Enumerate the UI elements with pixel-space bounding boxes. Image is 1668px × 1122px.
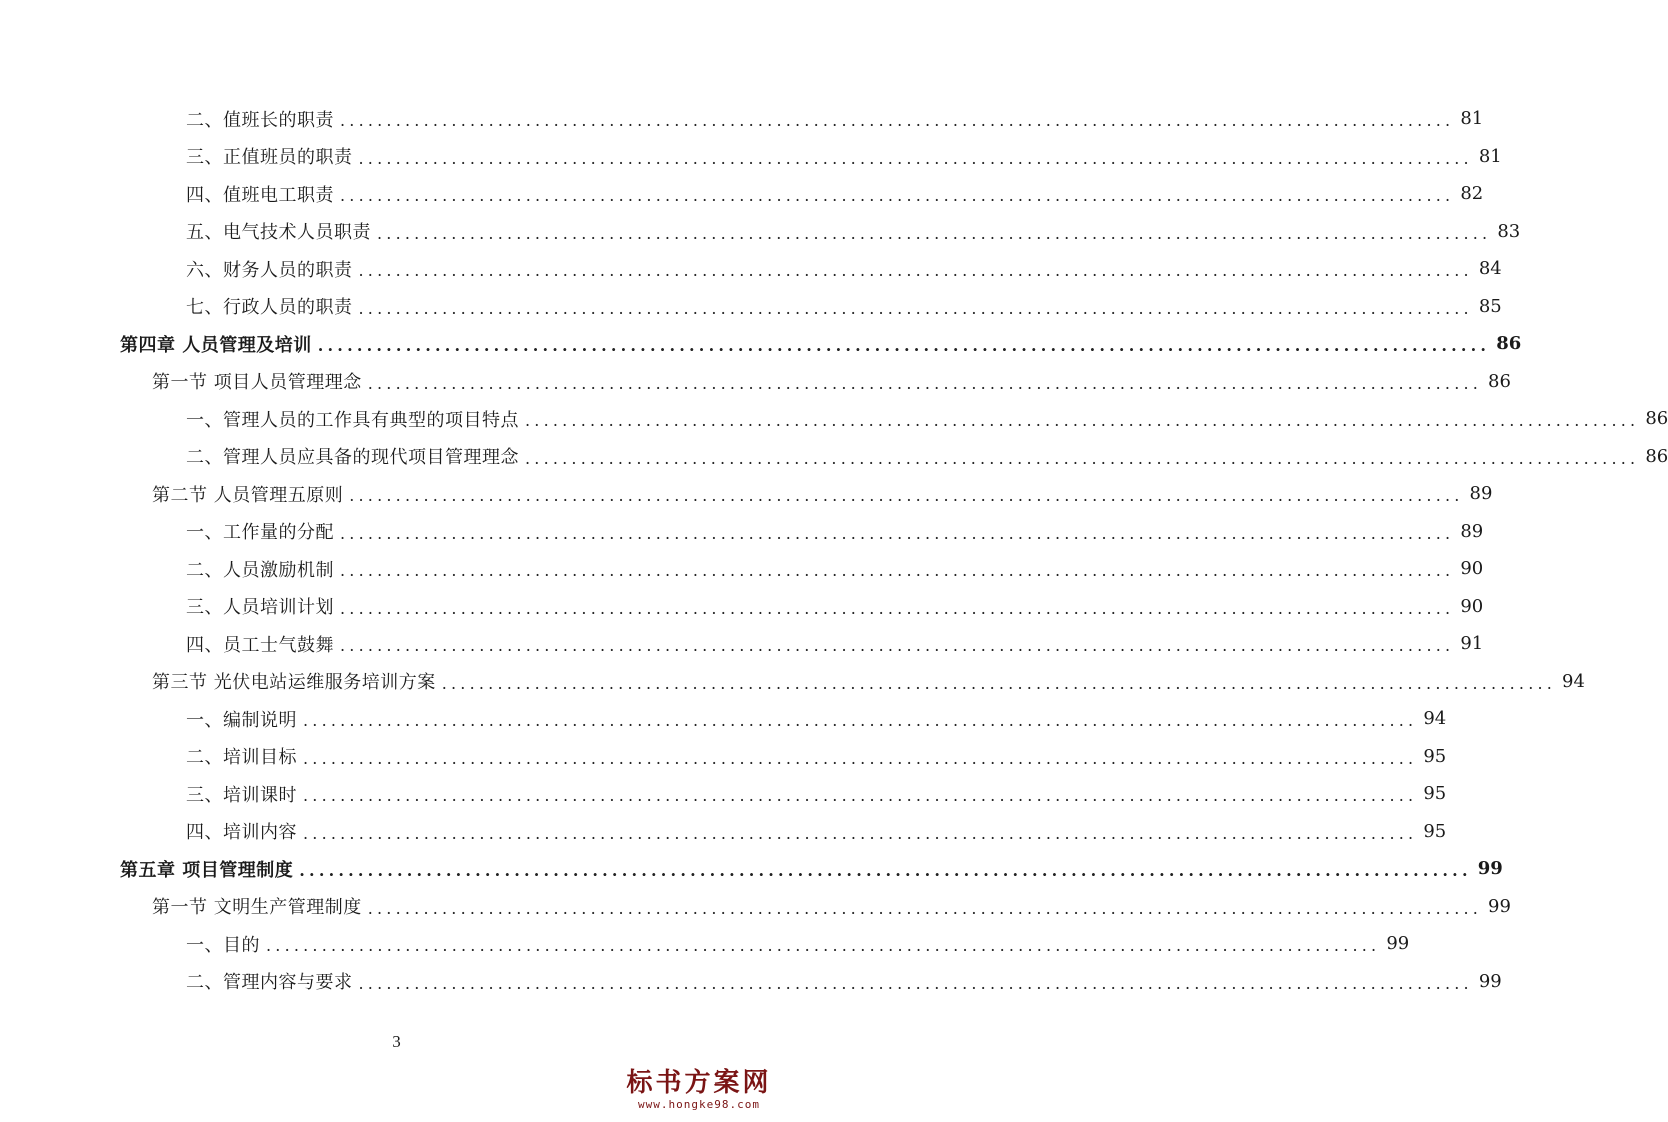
toc-entry-title: 第五章 项目管理制度	[120, 859, 294, 881]
toc-entry-line	[186, 138, 1502, 175]
toc-entry-title: 二、培训目标	[186, 747, 297, 768]
toc-entry-title: 四、培训内容	[186, 822, 297, 843]
toc-entry	[0, 325, 1522, 362]
toc-entry-title: 一、工作量的分配	[186, 522, 334, 543]
toc-entry	[0, 738, 1447, 775]
toc-dot-leader: ........................................................................................................................	[358, 261, 1473, 280]
toc-entry	[0, 775, 1447, 812]
toc-entry-page: 89	[1460, 520, 1484, 542]
toc-entry-line	[186, 700, 1447, 737]
toc-dot-leader: ........................................................................................................................	[358, 148, 1473, 168]
toc-entry-page: 89	[1469, 483, 1493, 504]
toc-dot-leader: ........................................................................................................................	[303, 786, 1418, 805]
toc-entry-page: 95	[1423, 745, 1447, 767]
toc-dot-leader: ........................................................................................................................	[441, 673, 1557, 693]
toc-entry-page: 82	[1460, 183, 1484, 204]
toc-dot-leader: ........................................................................................................................	[525, 411, 1640, 430]
toc-entry-title: 三、培训课时	[186, 784, 297, 806]
toc-entry-line	[152, 888, 1511, 925]
toc-dot-leader: ........................................................................................................................	[266, 936, 1381, 955]
toc-entry-line	[152, 663, 1585, 700]
toc-entry-title: 第二节 人员管理五原则	[152, 484, 344, 506]
toc-entry-page: 83	[1497, 220, 1521, 242]
toc-entry-line	[186, 513, 1484, 550]
toc-dot-leader: ........................................................................................................................	[358, 298, 1473, 318]
toc-entry	[0, 513, 1484, 550]
toc-entry-page: 90	[1460, 558, 1484, 579]
toc-entry	[0, 400, 1668, 437]
toc-entry-page: 99	[1477, 858, 1503, 879]
toc-dot-leader: ........................................................................................................................	[303, 711, 1418, 730]
toc-dot-leader: ........................................................................................................................	[367, 373, 1483, 393]
toc-entry-line	[186, 438, 1668, 475]
toc-entry-line	[186, 250, 1502, 287]
toc-entry-line	[186, 625, 1484, 662]
toc-entry	[0, 700, 1447, 737]
toc-entry-line	[186, 288, 1502, 325]
toc-entry-page: 95	[1423, 820, 1447, 842]
toc-entry-page: 99	[1386, 933, 1410, 954]
toc-entry-line	[186, 925, 1410, 962]
toc-entry-line	[186, 588, 1484, 625]
toc-entry-line	[186, 175, 1484, 212]
toc-entry-line	[186, 775, 1447, 812]
toc-dot-leader: ........................................................................................................................	[303, 748, 1418, 768]
toc-entry	[0, 363, 1511, 400]
toc-dot-leader: ........................................................................................................................	[340, 636, 1455, 655]
toc-entry-title: 二、值班长的职责	[186, 109, 334, 131]
toc-entry-page: 86	[1488, 370, 1511, 392]
toc-entry-title: 一、管理人员的工作具有典型的项目特点	[186, 409, 519, 431]
toc-entry-page: 99	[1488, 895, 1511, 917]
toc-entry-page: 86	[1645, 445, 1668, 467]
toc-entry-title: 七、行政人员的职责	[186, 297, 353, 318]
toc-entry-title: 二、人员激励机制	[186, 559, 334, 581]
toc-entry-line	[186, 550, 1484, 587]
toc-entry-line	[120, 850, 1503, 887]
toc-entry	[0, 475, 1493, 512]
toc-entry	[0, 588, 1484, 625]
toc-entry-title: 一、目的	[186, 934, 260, 956]
watermark-url: www.hongke98.com	[638, 1098, 760, 1111]
toc-entry-title: 六、财务人员的职责	[186, 259, 353, 281]
toc-entry	[0, 438, 1668, 475]
toc-dot-leader: ........................................................................................................................	[340, 111, 1455, 130]
toc-entry-title: 五、电气技术人员职责	[186, 222, 371, 243]
toc-entry-title: 三、正值班员的职责	[186, 147, 353, 168]
toc-entry-title: 第四章 人员管理及培训	[120, 334, 312, 356]
toc-entry	[0, 288, 1502, 325]
toc-entry-page: 94	[1562, 670, 1585, 692]
toc-entry-page: 85	[1478, 295, 1502, 317]
toc-entry-title: 二、管理人员应具备的现代项目管理理念	[186, 447, 519, 468]
toc-entry-page: 81	[1478, 145, 1502, 167]
toc-entry-line	[152, 475, 1493, 512]
toc-dot-leader: ........................................................................................................................	[317, 336, 1491, 355]
toc-entry-page: 95	[1423, 783, 1447, 804]
toc-entry-line	[186, 813, 1447, 850]
toc-entry-line	[186, 100, 1484, 137]
toc-entry	[0, 925, 1410, 962]
toc-entry-line	[152, 363, 1511, 400]
toc-entry	[0, 100, 1484, 137]
watermark-logo	[619, 1068, 779, 1112]
toc-entry-line	[186, 400, 1668, 437]
toc-entry-page: 99	[1478, 970, 1502, 992]
toc-entry-page: 90	[1460, 595, 1484, 617]
toc-entry	[0, 850, 1503, 887]
toc-entry-page: 86	[1496, 333, 1522, 354]
toc-entry	[0, 550, 1484, 587]
toc-entry-line	[120, 325, 1522, 362]
toc-entry-page: 86	[1645, 408, 1668, 429]
toc-entry-title: 第一节 文明生产管理制度	[152, 897, 362, 918]
toc-entry-page: 81	[1460, 108, 1484, 129]
page-number: 3	[392, 1032, 401, 1051]
toc-dot-leader: ........................................................................................................................	[349, 486, 1464, 505]
toc-entry	[0, 250, 1502, 287]
toc-dot-leader: ........................................................................................................................	[367, 898, 1483, 918]
toc-entry	[0, 213, 1521, 250]
toc-dot-leader: ........................................................................................................................	[340, 186, 1455, 205]
toc-entry	[0, 138, 1502, 175]
toc-entry-title: 三、人员培训计划	[186, 597, 334, 618]
toc-entry	[0, 888, 1511, 925]
toc-dot-leader: ........................................................................................................................	[303, 823, 1418, 843]
toc-entry-title: 第一节 项目人员管理理念	[152, 372, 362, 393]
toc-dot-leader: ........................................................................................................................	[340, 561, 1455, 580]
toc-dot-leader: ........................................................................................................................	[525, 448, 1640, 468]
toc-entry-line	[186, 963, 1502, 1000]
toc-entry-line	[186, 738, 1447, 775]
toc-entry	[0, 625, 1484, 662]
toc-dot-leader: ........................................................................................................................	[340, 598, 1455, 618]
toc-dot-leader: ........................................................................................................................	[358, 973, 1473, 993]
toc-entry-title: 二、管理内容与要求	[186, 972, 353, 993]
toc-entry-title: 四、值班电工职责	[186, 184, 334, 206]
toc-entry-title: 四、员工士气鼓舞	[186, 634, 334, 656]
toc-dot-leader: ........................................................................................................................	[299, 861, 1472, 880]
toc-entry-page: 94	[1423, 708, 1447, 729]
watermark-name: 标书方案网	[626, 1068, 772, 1098]
toc-entry-line	[186, 213, 1521, 250]
toc-entry-title: 第三节 光伏电站运维服务培训方案	[152, 672, 436, 693]
toc-entry-page: 84	[1478, 258, 1502, 279]
toc-entry-page: 91	[1460, 633, 1484, 654]
toc-dot-leader: ........................................................................................................................	[377, 223, 1492, 243]
toc-entry	[0, 663, 1585, 700]
toc-entry	[0, 963, 1502, 1000]
toc-dot-leader: ........................................................................................................................	[340, 523, 1455, 543]
toc-entry-title: 一、编制说明	[186, 709, 297, 731]
toc-entry	[0, 175, 1484, 212]
toc-entry	[0, 813, 1447, 850]
